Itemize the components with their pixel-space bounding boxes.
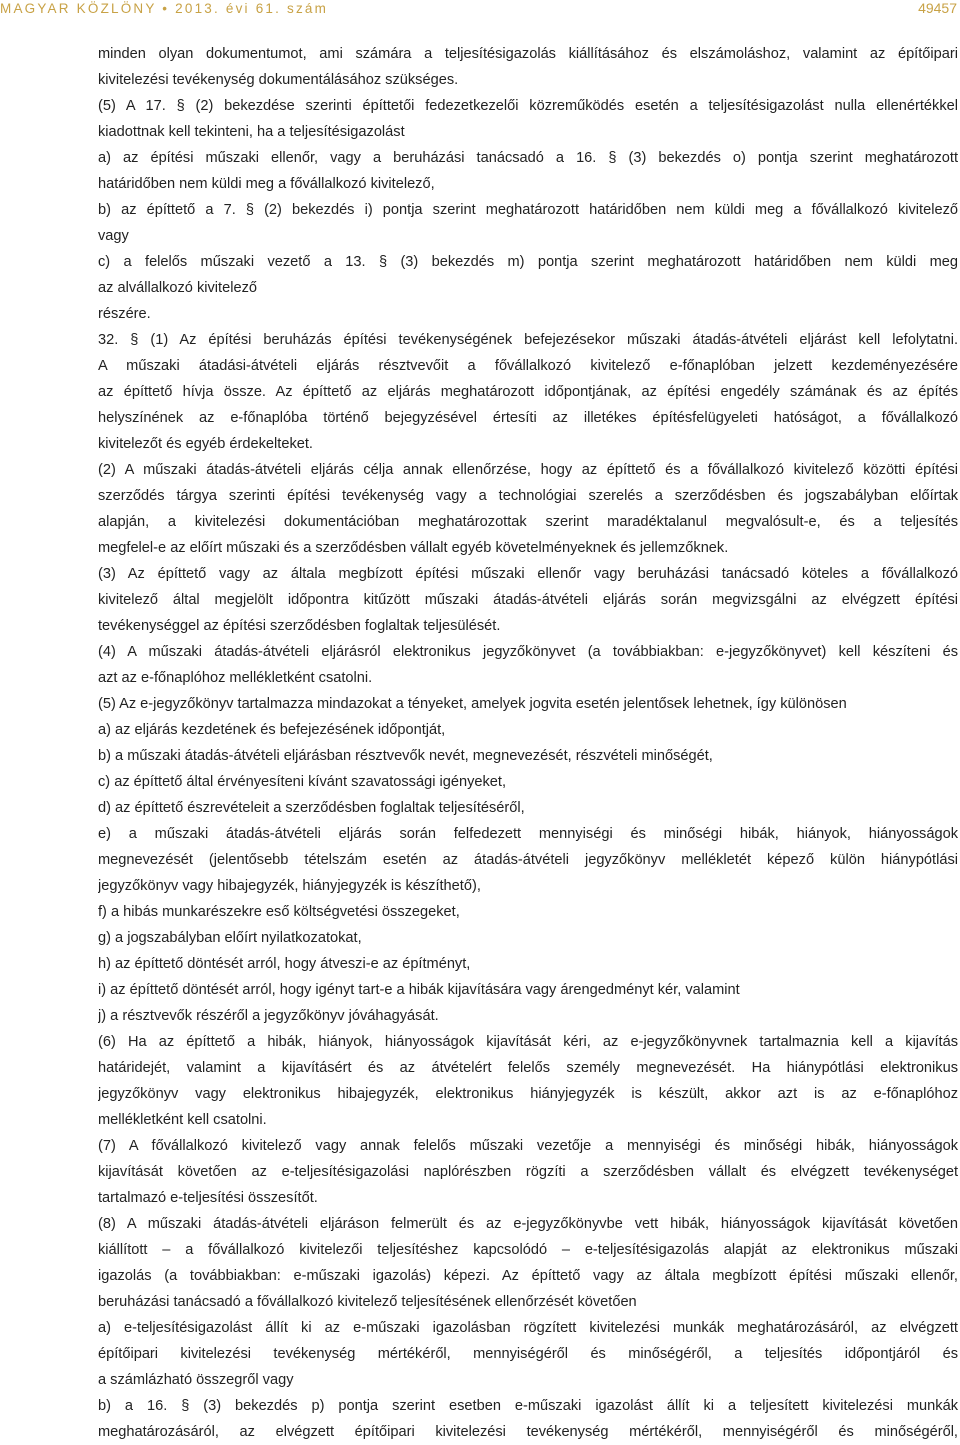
text-line: alapján, a kivitelezési dokumentációban meghatározottak szerint maradéktalanul megvalósult-e, és a teljesítés [98,514,958,530]
text-line: határidejét, valamint a kijavításért és az átvételért felelős személy megnevezését. Ha hiánypótlási elektronikus [98,1060,958,1076]
text-line: b) a 16. § (3) bekezdés p) pontja szerint esetben e-műszaki igazolást állít ki a teljesített kivitelezési munkák [98,1398,958,1414]
text-line: szerződés tárgya szerinti építési tevékenység vagy a technológiai szerelés a szerződésben és jogszabályban előírtak [98,488,958,504]
text-line: b) a műszaki átadás-átvételi eljárásban résztvevők nevét, megnevezését, részvételi minőségét, [98,748,713,764]
text-line: minden olyan dokumentumot, ami számára a teljesítésigazolás kiállításához és elszámoláshoz, valamint az építőipari [98,46,958,62]
text-line: A műszaki átadási-átvételi eljárás résztvevőit a fővállalkozó kivitelező e-főnaplóban jelzett kezdeményezésére [98,358,958,374]
text-line: azt az e-főnaplóhoz mellékletként csatolni. [98,670,373,686]
text-line: 32. § (1) Az építési beruházás építési tevékenységének befejezésekor műszaki átadás-átvételi eljárást kell lefolytatni. [98,332,958,348]
text-line: jegyzőkönyv vagy hibajegyzék, hiányjegyzék is készíthető), [98,878,481,894]
text-line: kivitelezési tevékenység dokumentálásához szükséges. [98,72,459,88]
text-line: d) az építtető észrevételeit a szerződésben foglaltak teljesítéséről, [98,800,525,816]
text-line: j) a résztvevők részéről a jegyzőkönyv jóváhagyását. [98,1008,439,1024]
text-line: részére. [98,306,151,322]
text-line: a) az eljárás kezdetének és befejezésének időpontját, [98,722,446,738]
text-line: megnevezését (jelentősebb tételszám esetén az átadás-átvételi jegyzőkönyv mellékletét képező külön hiánypótlási [98,852,958,868]
page-number: 49457 [918,0,957,16]
text-line: vagy [98,228,129,244]
text-line: kivitelezőt és egyéb érdekelteket. [98,436,313,452]
text-line: (2) A műszaki átadás-átvételi eljárás célja annak ellenőrzése, hogy az építtető és a fővállalkozó kivitelező közötti építési [98,462,958,478]
text-line: beruházási tanácsadó a fővállalkozó kivitelező teljesítésének ellenőrzését követően [98,1294,637,1310]
text-line: (8) A műszaki átadás-átvételi eljáráson felmerült és az e-jegyzőkönyvbe vett hibák, hiányosságok kijavítását követően [98,1216,958,1232]
text-line: építőipari kivitelezési tevékenység mértékéről, mennyiségéről és minőségéről, a teljesítés időpontjáról és [98,1346,958,1362]
text-line: kijavítását követően az e-teljesítésigazolási naplórészben rögzíti a szerződésben vállalt és elvégzett tevékenységet [98,1164,958,1180]
text-line: f) a hibás munkarészekre eső költségvetési összegeket, [98,904,460,920]
page-header [0,0,960,17]
journal-title: MAGYAR KÖZLÖNY • 2013. évi 61. szám [0,1,329,16]
text-line: b) az építtető a 7. § (2) bekezdés i) pontja szerint meghatározott határidőben nem küldi meg a fővállalkozó kivitelező [98,202,958,218]
text-line: az építtető hívja össze. Az építtető az eljárás meghatározott időpontjának, az építési engedély számának és az építés [98,384,958,400]
text-line: h) az építtető döntését arról, hogy átveszi-e az építményt, [98,956,471,972]
text-line: c) a felelős műszaki vezető a 13. § (3) bekezdés m) pontja szerint meghatározott határidőben nem küldi meg [98,254,958,270]
text-line: kivitelező által megjelölt időpontra kitűzött műszaki átadás-átvételi eljárás során megvizsgálni az elvégzett építési [98,592,958,608]
text-line: tevékenységgel az építési szerződésben foglaltak teljesülését. [98,618,501,634]
text-line: a számlázható összegről vagy [98,1372,294,1388]
text-line: (6) Ha az építtető a hibák, hiányok, hiányosságok kijavítását kéri, az e-jegyzőkönyvnek tartalmaznia kell a kijavítás [98,1034,958,1050]
text-line: tartalmazó e-teljesítési összesítőt. [98,1190,318,1206]
text-line: helyszínének az e-főnaplóba történő bejegyzésével értesíti az illetékes építésfelügyeleti hatóságot, a fővállalkozó [98,410,958,426]
text-line: (7) A fővállalkozó kivitelező vagy annak felelős műszaki vezetője a mennyiségi és minőségi hibák, hiányosságok [98,1138,958,1154]
text-line: (5) Az e-jegyzőkönyv tartalmazza mindazokat a tényeket, amelyek jogvita esetén jelentősek lehetnek, így különösen [98,696,847,712]
text-line: e) a műszaki átadás-átvételi eljárás során felfedezett mennyiségi és minőségi hibák, hiányok, hiányosságok [98,826,958,842]
text-line: határidőben nem küldi meg a fővállalkozó kivitelező, [98,176,435,192]
text-line: a) az építési műszaki ellenőr, vagy a beruházási tanácsadó a 16. § (3) bekezdés o) pontja szerint meghatározott [98,150,958,166]
text-line: g) a jogszabályban előírt nyilatkozatokat, [98,930,362,946]
text-line: jegyzőkönyv vagy elektronikus hibajegyzék, elektronikus hiányjegyzék is készült, akkor azt is az e-főnaplóhoz [98,1086,958,1102]
text-line: i) az építtető döntését arról, hogy igényt tart-e a hibák kijavítására vagy árengedményt kér, valamint [98,982,740,998]
text-line: az alvállalkozó kivitelező [98,280,257,296]
text-line: (4) A műszaki átadás-átvételi eljárásról elektronikus jegyzőkönyvet (a továbbiakban: e-jegyzőkönyvet) kell készíteni és [98,644,958,660]
text-line: meghatározásáról, az elvégzett építőipari kivitelezési tevékenység mértékéről, mennyiségéről és minőségéről, [98,1424,958,1440]
text-line: (5) A 17. § (2) bekezdése szerinti építtetői fedezetkezelői közreműködés esetén a teljesítésigazolást nulla ellenértékkel [98,98,958,114]
text-line: (3) Az építtető vagy az általa megbízott építési műszaki ellenőr vagy beruházási tanácsadó köteles a fővállalkozó [98,566,958,582]
text-line: a) e-teljesítésigazolást állít ki az e-műszaki igazolásban rögzített kivitelezési munkák meghatározásáról, az elvégzett [98,1320,958,1336]
text-line: kiadottnak kell tekinteni, ha a teljesítésigazolást [98,124,405,140]
document-body [98,41,958,1445]
text-line: c) az építtető által érvényesíteni kívánt szavatossági igényeket, [98,774,507,790]
text-line: mellékletként kell csatolni. [98,1112,267,1128]
text-line: megfelel-e az előírt műszaki és a szerződésben vállalt egyéb követelményeknek és jellemzőknek. [98,540,729,556]
text-line: igazolás (a továbbiakban: e-műszaki igazolás) képezi. Az építtető vagy az általa megbízott építési műszaki ellenőr, [98,1268,958,1284]
text-line: kiállított – a fővállalkozó kivitelezői teljesítéshez kapcsolódó – e-teljesítésigazolás alapját az elektronikus műszaki [98,1242,958,1258]
